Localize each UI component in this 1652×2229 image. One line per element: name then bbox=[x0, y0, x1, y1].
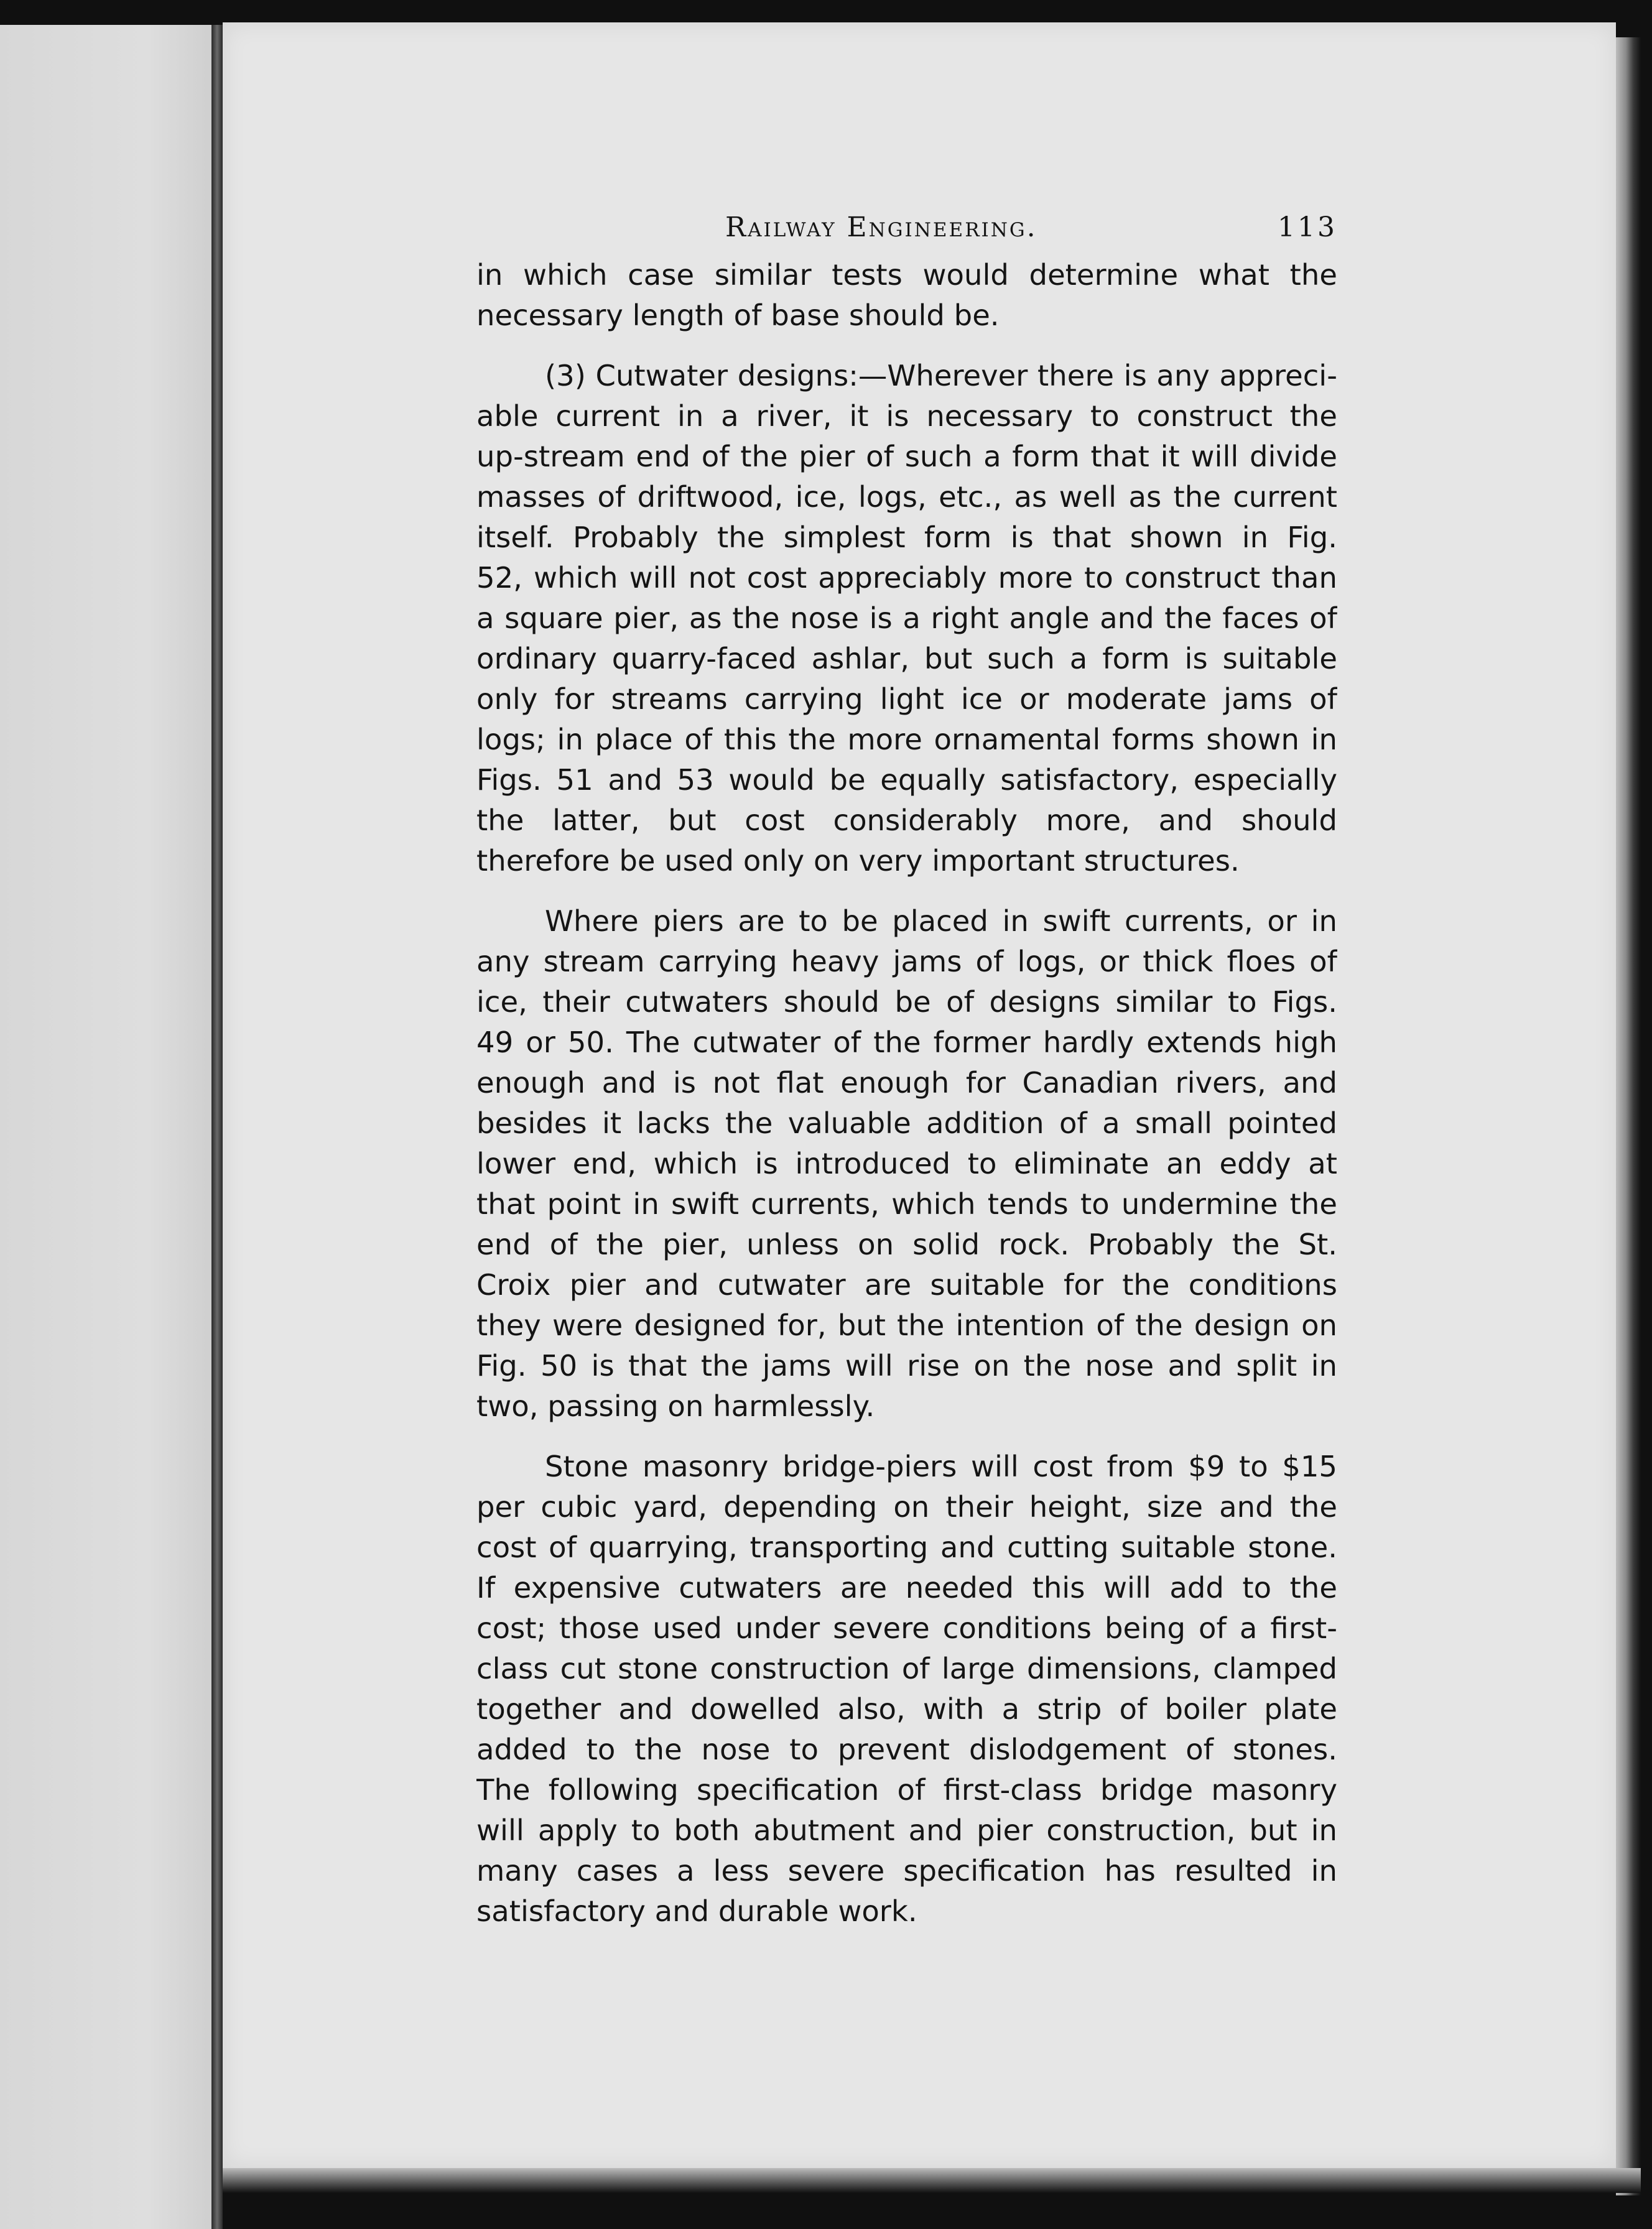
text-line: Stone masonry bridge-piers will cost from $9 to $15 bbox=[545, 1450, 1337, 1483]
page-text-block bbox=[476, 211, 1337, 1952]
text-line: Figs. 51 and 53 would be equally satisfactory, especially bbox=[476, 763, 1337, 797]
paragraph bbox=[476, 255, 1337, 336]
text-line: satisfactory and durable work. bbox=[476, 1894, 917, 1928]
text-line: a square pier, as the nose is a right angle and the faces of bbox=[476, 601, 1337, 635]
paragraph bbox=[476, 356, 1337, 881]
text-line: end of the pier, unless on solid rock. Probably the St. bbox=[476, 1228, 1337, 1261]
page-number: 113 bbox=[1278, 211, 1337, 243]
text-line: the latter, but cost considerably more, and should bbox=[476, 804, 1337, 837]
text-line: masses of driftwood, ice, logs, etc., as well as the current bbox=[476, 480, 1337, 514]
text-line: any stream carrying heavy jams of logs, or thick floes of bbox=[476, 945, 1337, 978]
facing-page-edge bbox=[0, 25, 211, 2229]
text-line: Where piers are to be placed in swift currents, or in bbox=[545, 904, 1337, 938]
text-line: will apply to both abutment and pier construction, but in bbox=[476, 1814, 1337, 1847]
text-line: If expensive cutwaters are needed this will add to the bbox=[476, 1571, 1337, 1605]
text-line: that point in swift currents, which tends to undermine the bbox=[476, 1187, 1337, 1221]
book-gutter bbox=[211, 25, 223, 2229]
text-line: The following specification of first-class bridge masonry bbox=[476, 1773, 1337, 1807]
text-line: itself. Probably the simplest form is that shown in Fig. bbox=[476, 521, 1337, 554]
text-line: besides it lacks the valuable addition of a small pointed bbox=[476, 1106, 1337, 1140]
text-line: they were designed for, but the intention of the design on bbox=[476, 1309, 1337, 1342]
text-line: 52, which will not cost appreciably more to construct than bbox=[476, 561, 1337, 595]
text-line: many cases a less severe specification has resulted in bbox=[476, 1854, 1337, 1888]
text-line: (3) Cutwater designs:—Wherever there is any appreci- bbox=[545, 359, 1337, 392]
text-line: up-stream end of the pier of such a form that it will divide bbox=[476, 440, 1337, 473]
paragraph bbox=[476, 901, 1337, 1427]
text-line: enough and is not flat enough for Canadian rivers, and bbox=[476, 1066, 1337, 1100]
text-line: necessary length of base should be. bbox=[476, 299, 1000, 332]
text-line: ordinary quarry-faced ashlar, but such a form is suitable bbox=[476, 642, 1337, 675]
text-line: Croix pier and cutwater are suitable for the conditions bbox=[476, 1268, 1337, 1302]
page-stack-edge-bottom bbox=[223, 2168, 1641, 2193]
text-line: two, passing on harmlessly. bbox=[476, 1389, 875, 1423]
text-line: per cubic yard, depending on their height, size and the bbox=[476, 1490, 1337, 1524]
text-line: lower end, which is introduced to eliminate an eddy at bbox=[476, 1147, 1337, 1180]
running-head-title: Railway Engineering. bbox=[725, 211, 1037, 243]
body-text bbox=[476, 255, 1337, 1932]
text-line: only for streams carrying light ice or moderate jams of bbox=[476, 682, 1337, 716]
text-line: ice, their cutwaters should be of designs similar to Figs. bbox=[476, 985, 1337, 1019]
paragraph bbox=[476, 1447, 1337, 1932]
text-line: logs; in place of this the more ornamental forms shown in bbox=[476, 723, 1337, 756]
text-line: cost; those used under severe conditions being of a first- bbox=[476, 1611, 1337, 1645]
text-line: Fig. 50 is that the jams will rise on the nose and split in bbox=[476, 1349, 1337, 1383]
running-head bbox=[476, 211, 1337, 255]
text-line: class cut stone construction of large dimensions, clamped bbox=[476, 1652, 1337, 1685]
page-stack-edge-right bbox=[1616, 37, 1641, 2195]
text-line: able current in a river, it is necessary to construct the bbox=[476, 399, 1337, 433]
text-line: therefore be used only on very important structures. bbox=[476, 844, 1240, 878]
text-line: added to the nose to prevent dislodgement of stones. bbox=[476, 1733, 1337, 1766]
text-line: in which case similar tests would determine what the bbox=[476, 258, 1337, 292]
text-line: cost of quarrying, transporting and cutting suitable stone. bbox=[476, 1531, 1337, 1564]
text-line: 49 or 50. The cutwater of the former hardly extends high bbox=[476, 1026, 1337, 1059]
text-line: together and dowelled also, with a strip of boiler plate bbox=[476, 1692, 1337, 1726]
